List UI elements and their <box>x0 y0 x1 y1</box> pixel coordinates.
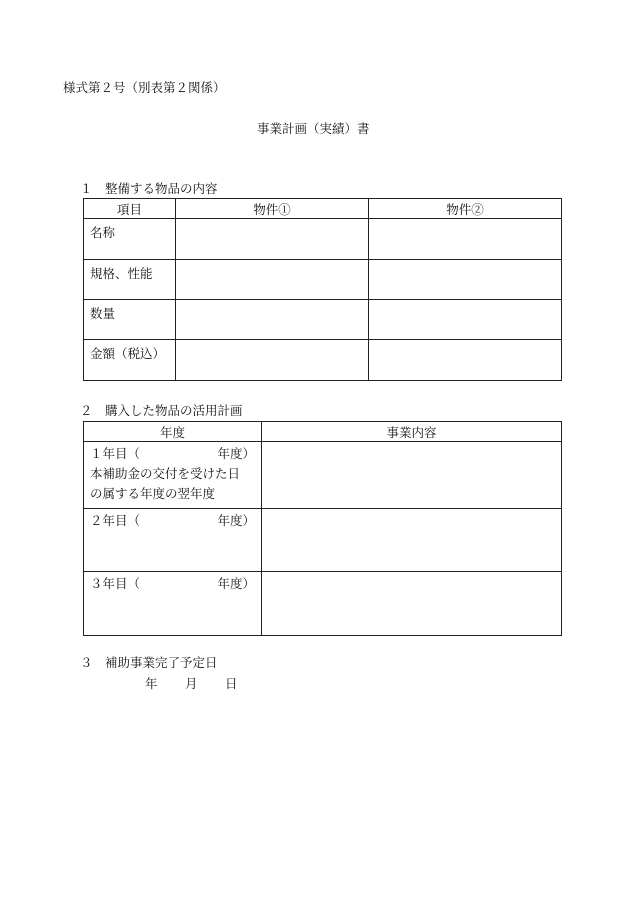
completion-day-label: 日 <box>225 676 238 691</box>
table-row <box>84 340 562 381</box>
table-header-row <box>84 422 562 442</box>
year-3-label: ３年目（ <box>90 576 141 591</box>
table-row <box>84 442 562 509</box>
year-2-content-cell[interactable] <box>262 509 562 572</box>
year-2-line <box>90 511 255 531</box>
header-property-2: 物件② <box>369 199 562 219</box>
property-1-spec-cell[interactable] <box>176 260 369 300</box>
year-1-note-line2: の属する年度の翌年度 <box>90 486 216 501</box>
year-1-cell <box>84 442 262 509</box>
section1-heading: １ 整備する物品の内容 <box>80 181 218 196</box>
year-1-content-cell[interactable] <box>262 442 562 509</box>
items-table <box>83 198 562 381</box>
year-1-label: １年目（ <box>90 446 141 461</box>
property-1-quantity-cell[interactable] <box>176 300 369 340</box>
row-label-name: 名称 <box>84 219 176 260</box>
completion-year-label: 年 <box>145 676 158 691</box>
table-row <box>84 260 562 300</box>
year-1-suffix: 年度） <box>217 446 255 461</box>
property-2-price-cell[interactable] <box>369 340 562 381</box>
year-2-suffix: 年度） <box>217 513 255 528</box>
table-row <box>84 300 562 340</box>
year-1-line <box>90 444 255 464</box>
document-title: 事業計画（実績）書 <box>257 121 370 136</box>
header-item: 項目 <box>84 199 176 219</box>
table-row <box>84 509 562 572</box>
row-label-quantity: 数量 <box>84 300 176 340</box>
completion-month-label: 月 <box>185 676 198 691</box>
property-1-price-cell[interactable] <box>176 340 369 381</box>
property-1-name-cell[interactable] <box>176 219 369 260</box>
plan-table <box>83 421 562 636</box>
year-1-note-line1: 本補助金の交付を受けた日 <box>90 466 241 481</box>
property-2-spec-cell[interactable] <box>369 260 562 300</box>
year-3-line <box>90 574 255 594</box>
year-3-suffix: 年度） <box>217 576 255 591</box>
property-2-quantity-cell[interactable] <box>369 300 562 340</box>
year-2-label: ２年目（ <box>90 513 141 528</box>
section2-heading: ２ 購入した物品の活用計画 <box>80 403 243 418</box>
table-row <box>84 219 562 260</box>
row-label-price: 金額（税込） <box>84 340 176 381</box>
section3-heading: ３ 補助事業完了予定日 <box>80 655 218 670</box>
year-3-content-cell[interactable] <box>262 572 562 636</box>
header-year: 年度 <box>84 422 262 442</box>
header-property-1: 物件① <box>176 199 369 219</box>
form-label: 様式第２号（別表第２関係） <box>63 80 226 95</box>
year-2-cell <box>84 509 262 572</box>
header-content: 事業内容 <box>262 422 562 442</box>
table-row <box>84 572 562 636</box>
table-header-row <box>84 199 562 219</box>
year-3-cell <box>84 572 262 636</box>
row-label-spec: 規格、性能 <box>84 260 176 300</box>
property-2-name-cell[interactable] <box>369 219 562 260</box>
